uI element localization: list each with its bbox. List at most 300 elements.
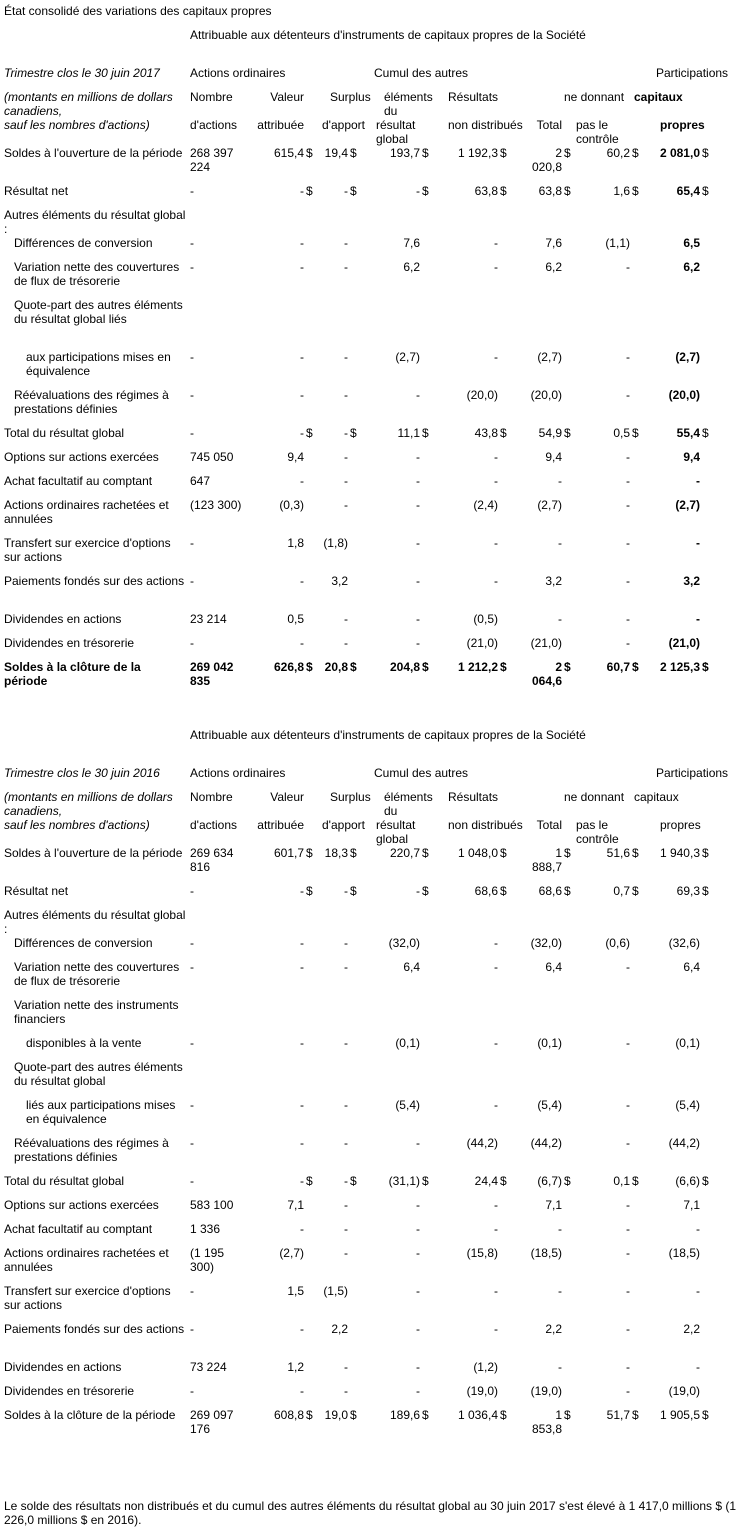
cell-d6 [630, 536, 656, 574]
cell-d5 [562, 1136, 588, 1174]
cell-d5 [562, 350, 588, 388]
cell-d6 [630, 574, 656, 612]
cell-d1: $ [306, 426, 313, 440]
cell-d3: $ [422, 426, 429, 440]
cell-total: (18,5) [530, 1246, 562, 1260]
cell-resultats: 1 192,3 [457, 146, 498, 160]
cell-nombre: - [190, 1322, 194, 1336]
cell-valeur: 601,7 [273, 846, 304, 860]
cell-d1 [304, 474, 318, 498]
cell-total: - [558, 1284, 562, 1298]
cell-valeur: - [300, 1136, 304, 1150]
cell-d7 [700, 1284, 730, 1322]
table-row [0, 236, 745, 260]
cell-d4 [498, 1136, 526, 1174]
cell-cumul: 6,4 [403, 960, 420, 974]
cell-d1 [304, 236, 318, 260]
cell-cumul: - [416, 498, 420, 512]
cell-d7 [700, 1360, 730, 1384]
cell-totcap: (20,0) [668, 388, 700, 402]
cell-totcap: 1 940,3 [659, 846, 700, 860]
cell-d1 [304, 612, 318, 636]
cell-total: - [558, 474, 562, 488]
table-row [0, 426, 745, 450]
cell-particip: - [626, 1246, 630, 1260]
row-label: Paiements fondés sur des actions [4, 1322, 185, 1336]
cell-d6 [630, 1360, 656, 1384]
cell-surplus: - [344, 350, 348, 364]
cell-d6 [630, 260, 656, 298]
cell-totcap: 6,5 [683, 236, 700, 250]
cell-totcap: 6,2 [683, 260, 700, 274]
cell-d4 [498, 1384, 526, 1408]
cell-cumul: - [416, 1222, 420, 1236]
cell-d5 [562, 1284, 588, 1322]
cell-nombre: - [190, 936, 194, 950]
cell-resultats: - [494, 236, 498, 250]
row-label: Quote-part des autres éléments du résultat global liés [14, 298, 183, 326]
cell-d7: $ [702, 884, 709, 898]
table-row [0, 846, 745, 884]
cell-resultats: - [494, 1284, 498, 1298]
cell-total: 2 064,6 [531, 660, 562, 688]
col-resglobal: résultat global [376, 118, 416, 146]
row-label: Différences de conversion [14, 236, 153, 250]
cell-d1: $ [306, 146, 313, 160]
col-total-3: propres [660, 118, 705, 132]
cell-d3 [420, 612, 444, 636]
cell-nombre: 583 100 [190, 1198, 234, 1212]
cell-d6: $ [632, 846, 639, 860]
cell-valeur: - [300, 1222, 304, 1236]
row-label: Achat facultatif au comptant [4, 1222, 153, 1236]
cell-valeur: - [300, 184, 304, 198]
cell-d7 [700, 636, 730, 660]
cell-particip: - [626, 612, 630, 626]
cell-particip: - [626, 474, 630, 488]
cell-totcap: (0,1) [675, 1036, 700, 1050]
cell-d3: $ [422, 1174, 429, 1188]
cell-surplus: 20,8 [324, 660, 348, 674]
table-row [0, 636, 745, 660]
cell-cumul: 204,8 [389, 660, 420, 674]
cell-resultats: - [494, 350, 498, 364]
cell-resultats: - [494, 574, 498, 588]
cell-d5 [562, 1198, 588, 1222]
cell-total: 1 853,8 [531, 1408, 562, 1436]
row-label: Différences de conversion [14, 936, 153, 950]
cell-valeur: - [300, 636, 304, 650]
cell-d7: $ [702, 1174, 709, 1188]
cell-d2 [348, 1284, 370, 1322]
table-row [0, 450, 745, 474]
cell-d6: $ [632, 1174, 639, 1188]
cell-d3 [420, 536, 444, 574]
cell-resultats: - [494, 960, 498, 974]
equity-table-2016 [0, 728, 745, 1446]
cell-d5 [562, 936, 588, 960]
cell-d3 [420, 1384, 444, 1408]
cell-d2 [348, 1198, 370, 1222]
cell-d2 [348, 1222, 370, 1246]
cell-d4 [498, 612, 526, 636]
cell-resultats: 24,4 [474, 1174, 498, 1188]
cell-d6: $ [632, 146, 639, 160]
cell-totcap: 69,3 [676, 884, 700, 898]
cell-d7 [700, 1322, 730, 1360]
table-row [0, 260, 745, 298]
cell-d1: $ [306, 184, 313, 198]
cell-d2: $ [350, 660, 357, 674]
cell-resultats: - [494, 474, 498, 488]
cell-d4 [498, 960, 526, 998]
cell-d7 [700, 1136, 730, 1174]
cell-d7: $ [702, 426, 709, 440]
cell-d3 [420, 474, 444, 498]
cell-d6: $ [632, 184, 639, 198]
cell-total: 68,6 [538, 884, 562, 898]
cell-cumul: 189,6 [389, 1408, 420, 1422]
cell-d4: $ [500, 184, 507, 198]
row-label: Soldes à l'ouverture de la période [4, 846, 183, 860]
cell-particip: 51,7 [606, 1408, 630, 1422]
col-total-2: capitaux [634, 90, 683, 104]
cell-particip: 1,6 [613, 184, 630, 198]
cell-d1 [304, 1098, 318, 1136]
col-surplus: Surplus [330, 790, 371, 804]
cell-d3: $ [422, 660, 429, 674]
cell-totcap: (6,6) [675, 1174, 700, 1188]
cell-d5: $ [564, 884, 571, 898]
cell-nombre: - [190, 236, 194, 250]
cell-nombre: - [190, 184, 194, 198]
col-dapport: d'apport [322, 818, 365, 832]
cell-surplus: - [344, 426, 348, 440]
cell-valeur: 9,4 [287, 450, 304, 464]
cell-nombre: (1 195 300) [190, 1246, 225, 1274]
cell-d7 [700, 1036, 730, 1060]
cell-d4 [498, 574, 526, 612]
table-row [0, 1408, 745, 1446]
table-row [0, 884, 745, 908]
cell-cumul: 220,7 [389, 846, 420, 860]
cell-resultats: (1,2) [473, 1360, 498, 1374]
cell-cumul: - [416, 636, 420, 650]
attrib-header: Attribuable aux détenteurs d'instruments de capitaux propres de la Société [190, 28, 586, 42]
cell-d5: $ [564, 846, 571, 860]
cell-particip: 0,7 [613, 884, 630, 898]
cell-valeur: - [300, 1098, 304, 1112]
cell-d4 [498, 536, 526, 574]
cell-nombre: - [190, 574, 194, 588]
table-row [0, 612, 745, 636]
cell-particip: - [626, 1384, 630, 1398]
row-label: Dividendes en actions [4, 1360, 122, 1374]
cell-d7 [700, 498, 730, 536]
col-nombre: Nombre [190, 90, 233, 104]
cell-totcap: 3,2 [683, 574, 700, 588]
cell-valeur: - [300, 1384, 304, 1398]
cell-d1 [304, 498, 318, 536]
table-row [0, 350, 745, 388]
cell-totcap: - [696, 474, 700, 488]
cell-d4 [498, 236, 526, 260]
cell-d5: $ [564, 1174, 571, 1188]
except-note: sauf les nombres d'actions) [4, 818, 150, 832]
col-resultats: Résultats [448, 90, 499, 104]
row-label: Transfert sur exercice d'options sur actions [4, 536, 171, 564]
row-label: Variation nette des instruments financiers [14, 998, 179, 1026]
table-row [0, 536, 745, 574]
cell-d7 [700, 474, 730, 498]
cell-total: (2,7) [537, 350, 562, 364]
cell-nombre: - [190, 1284, 194, 1298]
header-row-attrib [0, 28, 745, 66]
header-row-attrib [0, 728, 745, 766]
cell-d1: $ [306, 1174, 313, 1188]
cell-particip: - [626, 960, 630, 974]
row-label: liés aux participations mises en équivalence [26, 1098, 176, 1126]
cell-resultats: (21,0) [466, 636, 498, 650]
cell-valeur: 1,2 [287, 1360, 304, 1374]
cell-particip: 60,7 [606, 660, 630, 674]
col-group-cumul: Cumul des autres [374, 766, 469, 780]
cell-d6 [630, 450, 656, 474]
cell-d3 [420, 388, 444, 426]
cell-d2 [348, 636, 370, 660]
cell-totcap: (44,2) [668, 1136, 700, 1150]
cell-d7 [700, 350, 730, 388]
table-row [0, 998, 745, 1036]
cell-d2 [348, 260, 370, 298]
cell-total: 7,6 [545, 236, 562, 250]
cell-d2 [348, 1136, 370, 1174]
cell-surplus: - [344, 450, 348, 464]
row-label: Soldes à la clôture de la période [4, 660, 141, 688]
table-row [0, 1174, 745, 1198]
cell-d5 [562, 960, 588, 998]
cell-total: 2,2 [545, 1322, 562, 1336]
cell-d3 [420, 936, 444, 960]
cell-d6 [630, 1246, 656, 1284]
cell-particip: - [626, 636, 630, 650]
cell-d4 [498, 474, 526, 498]
cell-d1 [304, 388, 318, 426]
cell-d1 [304, 1036, 318, 1060]
cell-d4: $ [500, 146, 507, 160]
cell-surplus: (1,8) [323, 536, 348, 550]
cell-valeur: (0,3) [279, 498, 304, 512]
cell-d6 [630, 1136, 656, 1174]
cell-surplus: - [344, 1098, 348, 1112]
cell-d4: $ [500, 884, 507, 898]
cell-d5: $ [564, 1408, 571, 1422]
cell-d4 [498, 1036, 526, 1060]
cell-d3 [420, 1136, 444, 1174]
cell-d5: $ [564, 660, 571, 674]
cell-d3 [420, 960, 444, 998]
cell-d3: $ [422, 846, 429, 860]
cell-d1 [304, 536, 318, 574]
cell-totcap: 55,4 [676, 426, 700, 440]
row-label: Total du résultat global [4, 426, 125, 440]
cell-totcap: 7,1 [683, 1198, 700, 1212]
table-row [0, 960, 745, 998]
cell-d4 [498, 1222, 526, 1246]
cell-surplus: - [344, 1136, 348, 1150]
cell-resultats: (19,0) [466, 1384, 498, 1398]
cell-particip: - [626, 1136, 630, 1150]
cell-d7 [700, 1246, 730, 1284]
cell-valeur: 0,5 [287, 612, 304, 626]
cell-d2: $ [350, 146, 357, 160]
cell-d3 [420, 1322, 444, 1360]
cell-d2 [348, 1098, 370, 1136]
cell-d3: $ [422, 146, 429, 160]
statement-title: État consolidé des variations des capitaux propres [4, 4, 272, 18]
cell-d5 [562, 474, 588, 498]
cell-nombre: - [190, 1136, 194, 1150]
cell-d6 [630, 960, 656, 998]
cell-d6 [630, 350, 656, 388]
table-row [0, 1360, 745, 1384]
row-label: Résultat net [4, 884, 69, 898]
cell-cumul: - [416, 1384, 420, 1398]
cell-d2 [348, 1246, 370, 1284]
attrib-header: Attribuable aux détenteurs d'instruments de capitaux propres de la Société [190, 728, 586, 742]
cell-totcap: 9,4 [683, 450, 700, 464]
cell-d6 [630, 636, 656, 660]
cell-d2 [348, 536, 370, 574]
header-row-2 [0, 790, 745, 818]
cell-d1 [304, 936, 318, 960]
cell-nombre: 269 097 176 [190, 1408, 234, 1436]
cell-cumul: - [416, 1136, 420, 1150]
col-attribuee: attribuée [257, 818, 304, 832]
cell-d1 [304, 574, 318, 612]
cell-cumul: 6,2 [403, 260, 420, 274]
cell-d2: $ [350, 426, 357, 440]
cell-particip: - [626, 1360, 630, 1374]
cell-d7 [700, 612, 730, 636]
table-row [0, 498, 745, 536]
period-label: Trimestre clos le 30 juin 2016 [4, 766, 160, 780]
cell-d6 [630, 1284, 656, 1322]
cell-total: 2 020,8 [531, 146, 562, 174]
cell-total: - [558, 536, 562, 550]
cell-d2 [348, 1360, 370, 1384]
cell-total: 1 888,7 [531, 846, 562, 874]
cell-d7: $ [702, 660, 709, 674]
cell-d4 [498, 1098, 526, 1136]
cell-valeur: - [300, 426, 304, 440]
col-paslecontrole: pas le contrôle [576, 118, 619, 146]
col-elements: éléments du [384, 790, 433, 818]
cell-d5 [562, 1222, 588, 1246]
col-group-actions: Actions ordinaires [190, 66, 286, 80]
cell-d3 [420, 498, 444, 536]
cell-valeur: 7,1 [287, 1198, 304, 1212]
cell-d5 [562, 1246, 588, 1284]
cell-d5: $ [564, 146, 571, 160]
cell-total: 54,9 [538, 426, 562, 440]
cell-cumul: (2,7) [395, 350, 420, 364]
cell-cumul: - [416, 184, 420, 198]
cell-d4: $ [500, 660, 507, 674]
cell-d7: $ [702, 146, 709, 160]
cell-d6 [630, 1322, 656, 1360]
col-attribuee: attribuée [257, 118, 304, 132]
cell-d1: $ [306, 1408, 313, 1422]
cell-d3 [420, 1284, 444, 1322]
cell-particip: 51,6 [606, 846, 630, 860]
cell-cumul: (31,1) [388, 1174, 420, 1188]
row-label: Actions ordinaires rachetées et annulées [4, 498, 169, 526]
cell-valeur: - [300, 936, 304, 950]
cell-d6 [630, 1036, 656, 1060]
cell-resultats: 63,8 [474, 184, 498, 198]
cell-d1 [304, 1360, 318, 1384]
cell-d2 [348, 474, 370, 498]
cell-cumul: - [416, 474, 420, 488]
cell-totcap: (2,7) [675, 498, 700, 512]
table-row [0, 1246, 745, 1284]
cell-d2 [348, 450, 370, 474]
col-resglobal: résultat global [376, 818, 416, 846]
cell-d2 [348, 936, 370, 960]
cell-cumul: (5,4) [395, 1098, 420, 1112]
cell-d5 [562, 612, 588, 636]
cell-totcap: (32,6) [668, 936, 700, 950]
cell-nombre: 269 042 835 [190, 660, 234, 688]
cell-surplus: 3,2 [331, 574, 348, 588]
cell-totcap: - [696, 1222, 700, 1236]
cell-d4 [498, 936, 526, 960]
cell-d6 [630, 612, 656, 636]
cell-particip: - [626, 536, 630, 550]
except-note: sauf les nombres d'actions) [4, 118, 150, 132]
table-row [0, 660, 745, 698]
cell-d3 [420, 1246, 444, 1284]
cell-d4: $ [500, 1174, 507, 1188]
cell-d2 [348, 350, 370, 388]
table-row [0, 184, 745, 208]
cell-resultats: - [494, 1036, 498, 1050]
table-row [0, 1036, 745, 1060]
cell-d2 [348, 498, 370, 536]
col-particip-1: Participations [656, 766, 729, 780]
cell-surplus: - [344, 612, 348, 626]
cell-cumul: - [416, 1322, 420, 1336]
cell-surplus: - [344, 260, 348, 274]
cell-surplus: 2,2 [331, 1322, 348, 1336]
cell-d5: $ [564, 184, 571, 198]
cell-nombre: 269 634 816 [190, 846, 234, 874]
cell-total: 7,1 [545, 1198, 562, 1212]
row-label: Résultat net [4, 184, 69, 198]
cell-d3 [420, 1198, 444, 1222]
cell-particip: 0,5 [613, 426, 630, 440]
cell-d4 [498, 450, 526, 474]
cell-total: 6,2 [545, 260, 562, 274]
row-label: Dividendes en trésorerie [4, 636, 135, 650]
cell-d7: $ [702, 1408, 709, 1422]
footnote: Le solde des résultats non distribués et du cumul des autres éléments du résultat global au 30 juin 2017 s'est élevé à 1 417,0 millions $ (1 226,0 millions $ en 2016). [4, 1499, 737, 1527]
cell-d6 [630, 1198, 656, 1222]
cell-d1 [304, 1246, 318, 1284]
cell-d6 [630, 1098, 656, 1136]
cell-d2 [348, 236, 370, 260]
